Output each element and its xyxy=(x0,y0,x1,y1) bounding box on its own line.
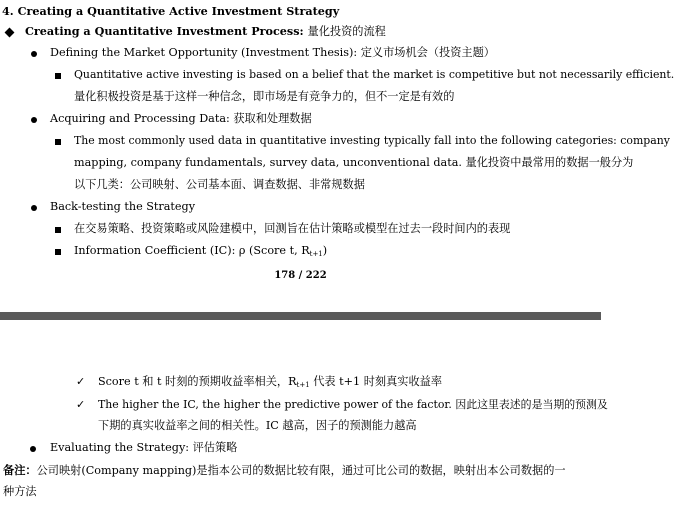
note-prefix: 备注： xyxy=(3,463,37,477)
market-opportunity-zh: 定义市场机会（投资主题） xyxy=(360,46,495,59)
evaluating-label: Evaluating the Strategy: 评估策略 xyxy=(50,441,238,454)
ic-label: Information Coefficient (IC): ρ (Score t, R xyxy=(74,244,310,257)
check-item-2-line2: 下期的真实收益率之间的相关性。IC 越高，因子的预测能力越高 xyxy=(98,419,417,432)
information-coefficient xyxy=(74,243,327,262)
market-opportunity-label: Defining the Market Opportunity (Investment Thesis): xyxy=(50,46,358,59)
page-number: 178 / 222 xyxy=(274,270,327,281)
check1-text-b: 代表 t+1 时刻真实收益率 xyxy=(309,375,443,388)
square-bullet-icon xyxy=(55,139,61,145)
check-item-2-line1: The higher the IC, the higher the predictive power of the factor. 因此这里表述的是当期的预测及 xyxy=(98,398,608,411)
note-text-line1 xyxy=(3,464,566,477)
round-bullet-icon xyxy=(31,205,37,211)
market-opportunity-detail-en: Quantitative active investing is based on a belief that the market is competitive but not necessarily efficient. xyxy=(74,68,674,81)
diamond-bullet-icon xyxy=(5,28,15,38)
acquiring-detail-line2 xyxy=(74,155,633,171)
market-opportunity-item xyxy=(50,45,495,61)
note-body: 公司映射(Company mapping)是指本公司的数据比较有限，通过可比公司的数据，映射出本公司数据的一 xyxy=(36,464,566,477)
check-item-1 xyxy=(98,374,442,393)
ic-close: ) xyxy=(322,244,328,257)
square-bullet-icon xyxy=(55,73,61,79)
process-label: Creating a Quantitative Investment Process: xyxy=(25,24,304,38)
acquiring-detail-line2-zh: 量化投资中最常用的数据一般分为 xyxy=(465,156,634,169)
acquiring-item xyxy=(50,111,312,127)
check-mark-icon: ✓ xyxy=(76,398,86,411)
note-line2: 种方法 xyxy=(3,485,37,498)
acquiring-detail-line2-en: mapping, company fundamentals, survey data, unconventional data. xyxy=(74,156,462,169)
square-bullet-icon xyxy=(55,249,61,255)
round-bullet-icon xyxy=(30,446,36,452)
check1-subscript: t+1 xyxy=(296,381,310,389)
round-bullet-icon xyxy=(31,51,37,57)
check-mark-icon: ✓ xyxy=(76,375,86,388)
note-line1 xyxy=(3,462,566,479)
backtesting-detail-zh: 在交易策略、投资策略或风险建模中，回测旨在估计策略或模型在过去一段时间内的表现 xyxy=(74,222,511,235)
acquiring-detail-line3: 以下几类：公司映射、公司基本面、调查数据、非常规数据 xyxy=(74,178,365,191)
acquiring-zh: 获取和处理数据 xyxy=(233,112,312,125)
acquiring-detail-line1: The most commonly used data in quantitative investing typically fall into the following categories: company xyxy=(74,134,670,147)
round-bullet-icon xyxy=(31,117,37,123)
acquiring-label: Acquiring and Processing Data: xyxy=(50,112,230,125)
page-separator xyxy=(0,312,601,320)
check1-text-a: Score t 和 t 时刻的预期收益率相关，R xyxy=(98,375,297,388)
ic-subscript: t+1 xyxy=(309,250,323,258)
section-heading: 4. Creating a Quantitative Active Investment Strategy xyxy=(2,4,340,18)
backtesting-label: Back-testing the Strategy xyxy=(50,200,196,213)
market-opportunity-detail-zh: 量化积极投资是基于这样一种信念，即市场是有竞争力的，但不一定是有效的 xyxy=(74,90,455,103)
process-label-zh: 量化投资的流程 xyxy=(307,25,386,38)
process-heading xyxy=(25,23,386,40)
square-bullet-icon xyxy=(55,227,61,233)
